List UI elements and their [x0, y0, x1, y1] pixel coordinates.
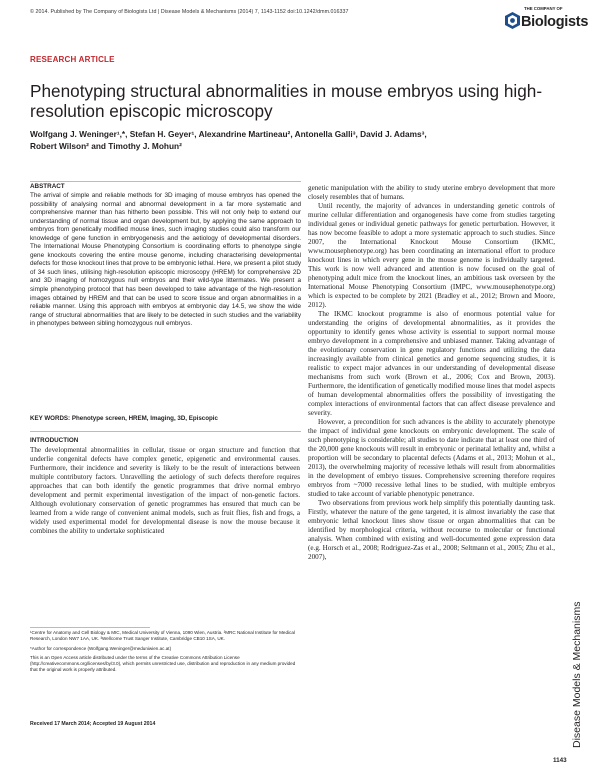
article-title: Phenotyping structural abnormalities in mouse embryos using high-resolution episcopic microscopy — [30, 81, 543, 121]
footnote-divider — [30, 627, 150, 628]
biologists-logo-icon — [505, 12, 520, 29]
keywords-line — [30, 415, 301, 422]
journal-citation-header: © 2014. Published by The Company of Biologists Ltd | Disease Models & Mechanisms (2014) 7, 1143-1152 doi:10.1242/dmm.016337 — [30, 9, 349, 15]
license-note: This is an Open Access article distributed under the terms of the Creative Commons Attribution License (http://creativecommons.org/licenses/by/3.0), which permits unrestricted use, distribution and reproduction in any medium provided that the original work is properly attributed. — [30, 655, 296, 672]
affiliations-footnote — [30, 630, 298, 677]
journal-name-vertical: Disease Models & Mechanisms — [571, 601, 583, 748]
keywords-label: KEY WORDS: — [30, 415, 71, 422]
author-line-1: Wolfgang J. Weninger¹,*, Stefan H. Geyer¹, Alexandrine Martineau², Antonella Galli³, David J. Adams³, — [30, 129, 427, 139]
abstract-section — [30, 183, 301, 329]
correspondence-note: *Author for correspondence (Wolfgang.Weninger@meduniwien.ac.at) — [30, 645, 172, 651]
logo-brand-text: Biologists — [521, 14, 589, 30]
publisher-logo — [505, 6, 589, 36]
logo-small-text: THE COMPANY OF — [524, 6, 563, 11]
page-number: 1143 — [553, 757, 567, 764]
paragraph: genetic manipulation with the ability to study uterine embryo development that more closely resembles that of humans. — [308, 184, 555, 201]
affiliation-list: ¹Centre for Anatomy and Cell Biology & MIC, Medical University of Vienna, 1090 Wien, Austria. ²MRC National Institute for Medical Research, London NW7 1AA, UK. ³Wellcome Trust Sanger Institute, Cambridge CB10 1SA, UK. — [30, 630, 295, 641]
paragraph: Until recently, the majority of advances in understanding genetic controls of murine cellular differentiation and organogenesis have come from studies targeting individual genes or individual genetic pathways for genetic perturbation. However, it has now become feasible to adopt a more systematic approach to such studies. Since 2007, the International Knockout Mouse Consortium (IKMC, www.mousephenotype.org) has been coordinating an international effort to produce knockout lines in which every gene in the mouse genome is individually targeted. This work is now well advanced and attention is now focused on the goal of phenotyping adult mice from the knockout lines, an ambitious task overseen by the International Mouse Phenotyping Consortium (IMPC, www.mousephenotype.org) which is expected to be complete by 2021 (Bradley et al., 2012; Brown and Moore, 2012). — [308, 202, 555, 309]
keywords-divider — [30, 431, 301, 432]
introduction-heading: INTRODUCTION — [30, 437, 79, 444]
received-accepted-dates: Received 17 March 2014; Accepted 19 August 2014 — [30, 721, 156, 727]
author-list — [30, 128, 575, 152]
paragraph: However, a precondition for such advances is the ability to accurately phenotype the impact of individual gene knockouts on embryonic development. The scale of such phenotyping is considerable; all studies to date indicate that at least one third of the 20,000 gene knockouts will result in embryonic or perinatal lethality and, whilst a proportion will be secondary to placental defects (Adams et al., 2013; Mohun et al., 2013), the overwhelming majority of recessive lethals will result from abnormalities in the development of embryo tissues. Comprehensive screening therefore requires embryos from ~7000 recessive lethal lines to be studied, with multiple embryos studied to take account of variable phenotypic penetrance. — [308, 418, 555, 498]
abstract-top-divider — [30, 181, 301, 182]
keywords-text: Phenotype screen, HREM, Imaging, 3D, Episcopic — [71, 415, 218, 422]
paragraph: The IKMC knockout programme is also of enormous potential value for understanding the origins of developmental abnormalities, as it provides the opportunity to identify genes whose activity is essential to support normal mouse embryo development in a comprehensive and unbiased manner. Taking advantage of the evolutionary conservation in gene regulatory functions and utilizing the data increasingly available from clinical genetics and genome sequencing studies, it is realistic to expect major advances in our understanding of developmental disease mechanisms from such work (Brown et al., 2006; Cox and Brown, 2003). Furthermore, the identification of genetically modified mouse lines that model aspects of human developmental abnormalities offers the possibility of investigating the complex interactions of environmental factors that can affect disease prevalence and severity. — [308, 310, 555, 417]
abstract-body: The arrival of simple and reliable methods for 3D imaging of mouse embryos has opened the possibility of analysing normal and abnormal development in a far more systematic and comprehensive manner than has hitherto been possible. This will not only help to extend our understanding of normal tissue and organ development but, by applying the same approach to embryos from genetically modified mouse lines, such imaging studies could also transform our knowledge of gene function in embryogenesis and the aetiology of developmental disorders. The International Mouse Phenotyping Consortium is coordinating efforts to phenotype single gene knockouts covering the entire mouse genome, including characterising developmental defects for those knockout lines that prove to be embryonic lethal. Here, we present a pilot study of 34 such lines, utilising high-resolution episcopic microscopy (HREM) for comprehensive 2D and 3D imaging of homozygous null embryos and their wild-type littermates. We present a simple phenotyping protocol that has been developed to take advantage of the high-resolution images obtained by HREM and that can be used to score tissue and organ abnormalities in a reliable manner. Using this approach with embryos at embryonic day 14.5, we show the wide range of structural abnormalities that are likely to be detected in such studies and the variability in phenotypes between sibling homozygous null embryos. — [30, 192, 301, 328]
introduction-body: The developmental abnormalities in cellular, tissue or organ structure and function that underlie congenital defects have complex genetic, epigenetic and environmental causes. Furthermore, their incidence and severity is likely to be the result of interactions between multiple contributory factors. Unravelling the aetiology of such defects therefore requires approaches that can both identify the genetic programmes that drive normal embryo development and permit experimental investigation of the impact of non-genetic factors. Although evolutionary conservation of genetic programmes has ensured that much can be learned from a wide range of convenient animal models, such as fruit flies, fish and frogs, a widely used experimental model for developmental disease is now the mouse because it combines the ability to undertake sophisticated — [30, 446, 300, 535]
author-line-2: Robert Wilson² and Timothy J. Mohun² — [30, 141, 182, 151]
article-type-label: RESEARCH ARTICLE — [30, 55, 115, 64]
journal-side-tab — [566, 560, 592, 750]
abstract-heading: ABSTRACT — [30, 183, 65, 190]
right-column-body — [308, 184, 555, 562]
paragraph: Two observations from previous work help simplify this potentially daunting task. Firstly, whatever the nature of the gene targeted, it is almost invariably the case that embryonic lethal knockout lines show tissue or organ abnormalities that can be identified by morphological criteria, without recourse to molecular or functional analysis. When combined with existing and well-documented gene expression data (e.g. Horsch et al., 2008; Rodriguez-Zas et al., 2008; Seltmann et al., 2005; Zhu et al., 2007), — [308, 499, 555, 561]
